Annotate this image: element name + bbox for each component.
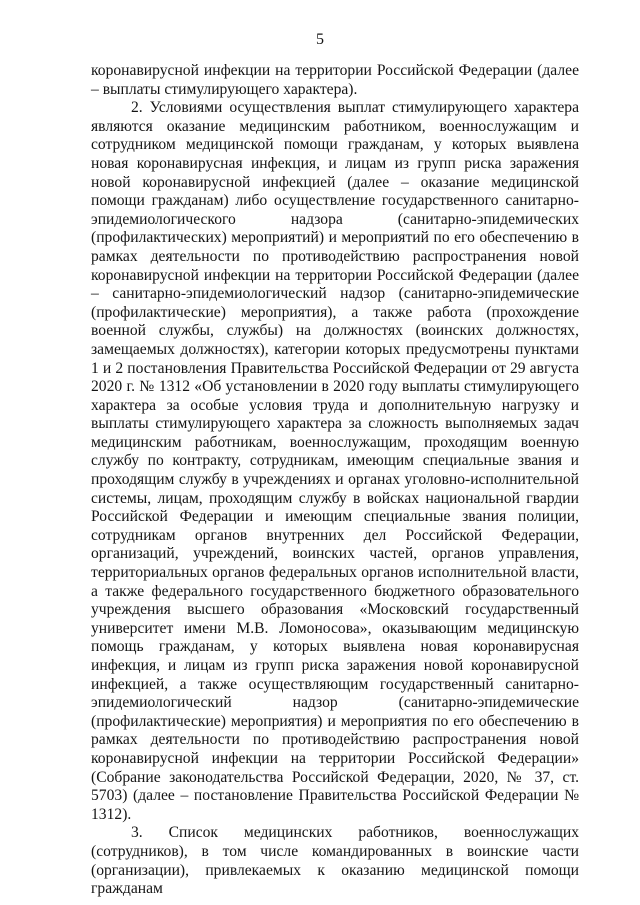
page-number: 5	[316, 31, 324, 48]
paragraph-continuation: коронавирусной инфекции на территории Российской Федерации (далее – выплаты стимулирующего характера).	[91, 62, 579, 98]
body-text	[91, 62, 579, 899]
paragraph-item-2: 2. Условиями осуществления выплат стимулирующего характера являются оказание медицинским работником, военнослужащим и сотрудником медицинской помощи гражданам, у которых выявлена новая коронавирусная инфекция, и лицам из групп риска заражения новой коронавирусной инфекцией (далее – оказание медицинской помощи гражданам) либо осуществление государственного санитарно-эпидемиологического надзора (санитарно-эпидемических (профилактических) мероприятий) и мероприятий по его обеспечению в рамках деятельности по противодействию распространения новой коронавирусной инфекции на территории Российской Федерации (далее – санитарно-эпидемиологический надзор (санитарно-эпидемические (профилактические) мероприятия), а также работа (прохождение военной службы, службы) на должностях (воинских должностях, замещаемых должностях), категории которых предусмотрены пунктами 1 и 2 постановления Правительства Российской Федерации от 29 августа 2020 г. № 1312 «Об установлении в 2020 году выплаты стимулирующего характера за особые условия труда и дополнительную нагрузку и выплаты стимулирующего характера за сложность выполняемых задач медицинским работникам, военнослужащим, проходящим военную службу по контракту, сотрудникам, имеющим специальные звания и проходящим службу в учреждениях и органах уголовно-исполнительной системы, лицам, проходящим службу в войсках национальной гвардии Российской Федерации и имеющим специальные звания полиции, сотрудникам органов внутренних дел Российской Федерации, организаций, учреждений, воинских частей, органов управления, территориальных органов федеральных органов исполнительной власти, а также федерального государственного бюджетного образовательного учреждения высшего образования «Московский государственный университет имени М.В. Ломоносова», оказывающим медицинскую помощь гражданам, у которых выявлена новая коронавирусная инфекция, и лицам из групп риска заражения новой коронавирусной инфекцией, а также осуществляющим государственный санитарно-эпидемиологический надзор (санитарно-эпидемические (профилактические) мероприятия) и мероприятия по его обеспечению в рамках деятельности по противодействию распространения новой коронавирусной инфекции на территории Российской Федерации» (Собрание законодательства Российской Федерации, 2020, № 37, ст. 5703) (далее – постановление Правительства Российской Федерации № 1312).	[91, 99, 579, 823]
paragraph-item-3: 3. Список медицинских работников, военнослужащих (сотрудников), в том числе командированных в воинские части (организации), привлекаемых к оказанию медицинской помощи гражданам	[91, 824, 579, 898]
